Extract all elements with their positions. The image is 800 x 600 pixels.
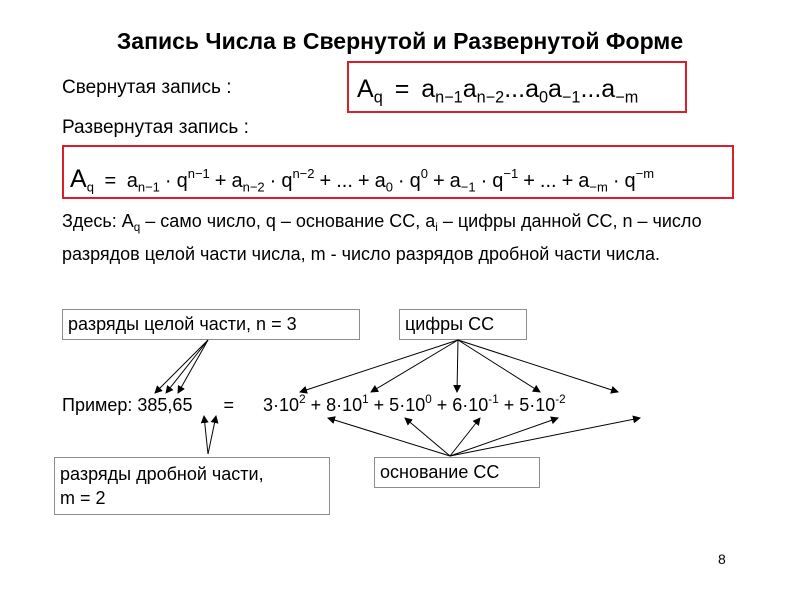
term-a-sub: n−2: [242, 179, 265, 195]
arrow-int-1: [155, 340, 208, 393]
arrow-cc-5: [458, 340, 618, 392]
formula-q: q: [86, 179, 94, 195]
example-dot: ·: [529, 395, 536, 416]
plus-sign: +: [357, 170, 370, 193]
term-q-sup: n−1: [187, 166, 210, 181]
term-q: q: [281, 170, 293, 193]
arrow-base-1: [328, 418, 450, 456]
arrow-cc-4: [458, 340, 540, 392]
example-dot: ·: [399, 395, 406, 416]
example-digit: 5: [389, 395, 400, 416]
formula-A: A: [70, 165, 87, 194]
arrow-cc-3: [457, 340, 458, 392]
example-dot: ·: [273, 395, 280, 416]
dot-sign: ·: [612, 170, 620, 193]
plus-sign: +: [214, 170, 227, 193]
term-a: a: [374, 170, 386, 193]
plus-sign: +: [319, 170, 332, 193]
collapsed-term-sub: −m: [615, 88, 639, 107]
equals-sign: =: [104, 170, 117, 193]
example-exp: -2: [555, 393, 566, 406]
example-plus: +: [498, 395, 520, 416]
base-box: основание СС: [374, 457, 540, 488]
example-exp: 1: [362, 393, 369, 406]
term-q-sup: −1: [503, 166, 519, 181]
arrow-int-3: [178, 340, 208, 393]
term-a: a: [578, 170, 590, 193]
example-base: 10: [342, 395, 363, 416]
collapsed-form-label: Свернутая запись :: [62, 77, 232, 98]
equals-sign: =: [394, 75, 410, 103]
arrow-frac-1: [204, 416, 208, 454]
example-digit: 5: [519, 395, 530, 416]
collapsed-term-base: ...: [504, 75, 526, 103]
plus-sign: +: [561, 170, 574, 193]
example-equals: =: [223, 395, 234, 416]
arrow-cc-2: [371, 340, 458, 392]
dot-sign: ·: [164, 170, 172, 193]
example-digit: 6: [452, 395, 463, 416]
fraction-digits-box: разряды дробной части, m = 2: [54, 457, 330, 515]
page-number: 8: [718, 551, 726, 567]
formula-A: A: [357, 75, 374, 103]
arrow-base-2: [405, 418, 450, 456]
ellipsis: ...: [539, 170, 557, 193]
ellipsis: ...: [336, 170, 353, 193]
example-plus: +: [431, 395, 453, 416]
integer-digits-box: разряды целой части, n = 3: [62, 309, 360, 340]
example-base: 10: [535, 395, 556, 416]
example-exp: -1: [488, 393, 499, 406]
term-a: a: [231, 170, 243, 193]
cc-digits-box: цифры СС: [399, 309, 527, 340]
dot-sign: ·: [397, 170, 405, 193]
collapsed-term-base: ...: [580, 75, 602, 103]
collapsed-term-sub: 0: [538, 88, 549, 107]
term-a-sub: −m: [589, 179, 608, 195]
collapsed-term-base: a: [421, 75, 436, 103]
formula-q: q: [373, 88, 383, 107]
example-base: 10: [279, 395, 300, 416]
collapsed-term-base: a: [525, 75, 539, 103]
arrow-frac-2: [208, 416, 216, 454]
dot-sign: ·: [269, 170, 277, 193]
description-text: Здесь: $A_q$ – само число, q – основание СС, $a_i$ – цифры данной СС, n – число разрядов целой части числа, m - число разрядов дробной части числа.: [62, 211, 702, 265]
collapsed-term-base: a: [462, 75, 477, 103]
example-base: 10: [468, 395, 489, 416]
plus-sign: +: [523, 170, 535, 193]
collapsed-term-sub: −1: [561, 88, 581, 107]
arrow-cc-1: [300, 340, 458, 392]
example-dot: ·: [336, 395, 343, 416]
term-q: q: [176, 170, 188, 193]
collapsed-term-sub: n−2: [476, 88, 505, 107]
collapsed-term-base: a: [548, 75, 562, 103]
dot-sign: ·: [480, 170, 488, 193]
example-digit: 8: [326, 395, 337, 416]
example-digit: 3: [263, 395, 274, 416]
term-a-sub: n−1: [137, 179, 160, 195]
term-q-sup: −m: [635, 166, 655, 181]
term-q: q: [409, 170, 421, 193]
term-a-sub: −1: [460, 179, 476, 195]
example-dot: ·: [462, 395, 469, 416]
term-a: a: [449, 170, 461, 193]
collapsed-term-base: a: [601, 75, 616, 103]
term-a-sub: 0: [385, 179, 393, 195]
arrow-base-4: [450, 418, 558, 456]
term-q-sup: n−2: [292, 166, 315, 181]
example-label: Пример: 385,65: [62, 395, 193, 416]
arrow-base-5: [450, 418, 640, 456]
expanded-form-label: Развернутая запись :: [62, 117, 249, 138]
arrow-int-2: [166, 340, 208, 393]
plus-sign: +: [432, 170, 445, 193]
example-base: 10: [405, 395, 426, 416]
page-title: Запись Числа в Свернутой и Развернутой Форме: [116, 28, 684, 54]
example-plus: +: [305, 395, 327, 416]
term-q-sup: 0: [420, 166, 428, 181]
term-q: q: [492, 170, 504, 193]
example-exp: 0: [425, 393, 432, 406]
term-q: q: [624, 170, 636, 193]
term-a: a: [126, 170, 138, 193]
example-plus: +: [368, 395, 390, 416]
collapsed-term-sub: n−1: [435, 88, 463, 107]
example-exp: 2: [299, 393, 306, 406]
